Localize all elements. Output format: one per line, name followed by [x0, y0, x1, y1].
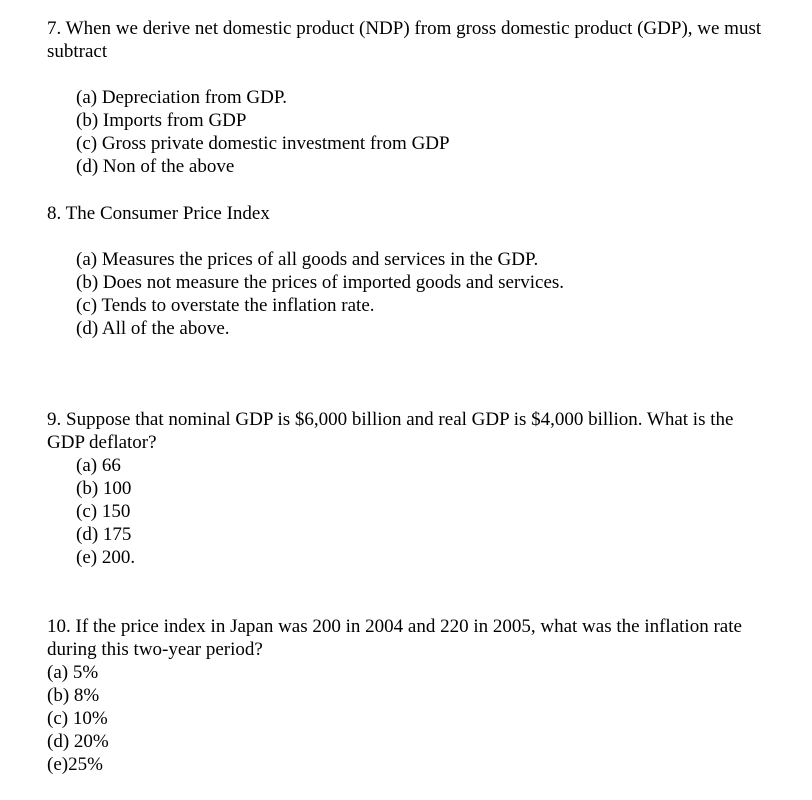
- question-9: [47, 408, 767, 569]
- question-7-stem: [47, 17, 767, 63]
- option-b: (b) Does not measure the prices of imported goods and services.: [76, 272, 565, 293]
- question-number: 8.: [47, 203, 62, 224]
- question-text: If the price index in Japan was 200 in 2004 and 220 in 2005, what was the inflation rate during this two-year period?: [47, 616, 742, 660]
- option-e: (e)25%: [47, 754, 103, 775]
- option-a: (a) Measures the prices of all goods and services in the GDP.: [76, 249, 539, 270]
- question-10: [47, 615, 767, 776]
- option-e: (e) 200.: [76, 547, 136, 568]
- question-10-options: [47, 661, 767, 776]
- option-a: (a) 5%: [47, 662, 99, 683]
- option-d: (d) Non of the above: [76, 156, 235, 177]
- question-number: 7.: [47, 18, 62, 39]
- option-a: (a) 66: [76, 455, 121, 476]
- question-number: 10.: [47, 616, 71, 637]
- question-text: The Consumer Price Index: [65, 203, 270, 224]
- question-number: 9.: [47, 409, 62, 430]
- question-9-options: [47, 454, 767, 569]
- option-c: (c) Tends to overstate the inflation rate.: [76, 295, 375, 316]
- option-c: (c) 150: [76, 501, 131, 522]
- option-d: (d) All of the above.: [76, 318, 230, 339]
- question-10-stem: [47, 615, 767, 661]
- question-8-stem: [47, 202, 767, 225]
- question-8-options: [47, 248, 767, 340]
- question-7: [47, 17, 767, 178]
- question-text: When we derive net domestic product (NDP) from gross domestic product (GDP), we must subtract: [47, 18, 762, 62]
- question-9-stem: [47, 408, 767, 454]
- option-c: (c) Gross private domestic investment from GDP: [76, 133, 450, 154]
- option-d: (d) 175: [76, 524, 132, 545]
- question-8: [47, 202, 767, 340]
- option-c: (c) 10%: [47, 708, 108, 729]
- option-a: (a) Depreciation from GDP.: [76, 87, 288, 108]
- option-b: (b) Imports from GDP: [76, 110, 247, 131]
- option-b: (b) 8%: [47, 685, 100, 706]
- question-text: Suppose that nominal GDP is $6,000 billion and real GDP is $4,000 billion. What is the GDP deflator?: [47, 409, 734, 453]
- option-d: (d) 20%: [47, 731, 109, 752]
- question-7-options: [47, 86, 767, 178]
- option-b: (b) 100: [76, 478, 132, 499]
